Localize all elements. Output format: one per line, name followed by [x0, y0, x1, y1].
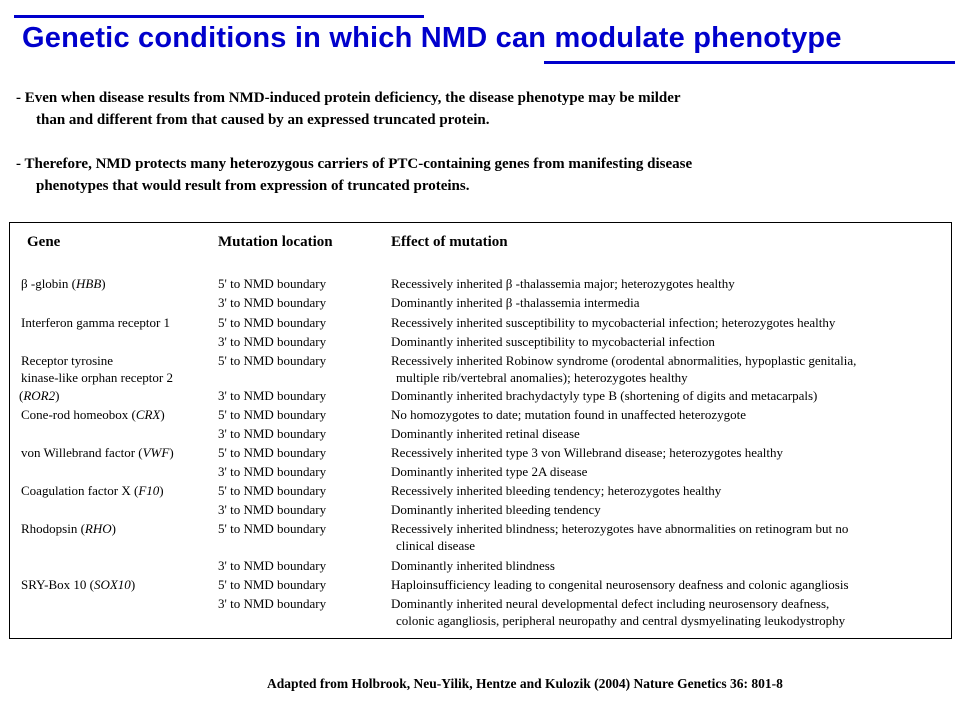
gene-name-line-2: kinase-like orphan receptor 2 — [21, 370, 173, 385]
effect-text: Dominantly inherited bleeding tendency — [391, 502, 601, 517]
mutation-location-cell: 5' to NMD boundary — [218, 445, 327, 460]
effect-text-line-2: colonic agangliosis, peripheral neuropathy and central dysmyelinating leukodystrophy — [396, 613, 846, 628]
gene-symbol: SOX10 — [93, 577, 131, 592]
effect-cell — [391, 463, 587, 480]
effect-text: Dominantly inherited type 2A disease — [391, 464, 588, 479]
gene-name-cell — [21, 520, 116, 537]
gene-name-cell — [21, 352, 173, 386]
bullet-1-line-1: - Even when disease results from NMD-induced protein deficiency, the disease phenotype may be milder — [16, 90, 681, 106]
effect-cell — [391, 294, 640, 311]
bullet-2-line-1: - Therefore, NMD protects many heterozygous carriers of PTC-containing genes from manifesting disease — [16, 156, 693, 172]
effect-cell — [391, 501, 601, 518]
effect-text: Dominantly inherited brachydactyly type B (shortening of digits and metacarpals) — [391, 388, 818, 403]
gene-name: ( — [19, 388, 24, 403]
gene-name-suffix: ) — [55, 388, 60, 403]
title-rule-top — [14, 15, 424, 18]
effect-text: Recessively inherited bleeding tendency; heterozygotes healthy — [391, 483, 722, 498]
gene-name-cell — [21, 576, 135, 593]
gene-symbol: ROR2 — [23, 388, 56, 403]
mutation-location-cell: 5' to NMD boundary — [218, 521, 327, 536]
effect-cell — [391, 444, 783, 461]
gene-name-suffix: ) — [160, 407, 165, 422]
gene-name-cell — [21, 444, 174, 461]
effect-cell — [391, 314, 835, 331]
mutation-location-cell: 5' to NMD boundary — [218, 577, 327, 592]
gene-name: Interferon gamma receptor 1 — [21, 315, 171, 330]
effect-text: Dominantly inherited neural developmental defect including neurosensory deafness, — [391, 596, 830, 611]
effect-text: Haploinsufficiency leading to congenital neurosensory deafness and colonic agangliosis — [391, 577, 849, 592]
gene-name-cell — [21, 275, 106, 292]
gene-name: Receptor tyrosine — [21, 353, 114, 368]
mutation-location-cell: 5' to NMD boundary — [218, 483, 327, 498]
bullet-1-line-2: than and different from that caused by an expressed truncated protein. — [36, 112, 490, 128]
effect-cell — [391, 406, 746, 423]
effect-cell — [391, 425, 580, 442]
effect-cell — [391, 557, 555, 574]
mutation-location-cell: 5' to NMD boundary — [218, 353, 327, 368]
effect-text: No homozygotes to date; mutation found in unaffected heterozygote — [391, 407, 746, 422]
page-title: Genetic conditions in which NMD can modulate phenotype — [22, 22, 842, 54]
gene-symbol: HBB — [76, 276, 102, 291]
gene-name-suffix: ) — [159, 483, 164, 498]
title-rule-bottom — [544, 61, 955, 64]
effect-text: Dominantly inherited retinal disease — [391, 426, 580, 441]
effect-text: Dominantly inherited susceptibility to mycobacterial infection — [391, 334, 715, 349]
header-gene: Gene — [27, 234, 61, 250]
mutation-location-cell: 5' to NMD boundary — [218, 407, 327, 422]
gene-name: Coagulation factor X ( — [21, 483, 139, 498]
gene-name: Rhodopsin ( — [21, 521, 85, 536]
effect-cell — [391, 482, 721, 499]
gene-name-cell — [21, 406, 165, 423]
gene-symbol: CRX — [135, 407, 161, 422]
gene-symbol: RHO — [84, 521, 112, 536]
mutation-location-cell: 3' to NMD boundary — [218, 388, 327, 403]
mutation-location-cell: 3' to NMD boundary — [218, 502, 327, 517]
effect-text: Dominantly inherited β -thalassemia intermedia — [391, 295, 640, 310]
gene-symbol: VWF — [142, 445, 170, 460]
gene-name: SRY-Box 10 ( — [21, 577, 94, 592]
mutation-location-cell: 5' to NMD boundary — [218, 315, 327, 330]
gene-name: von Willebrand factor ( — [21, 445, 143, 460]
effect-text: Dominantly inherited blindness — [391, 558, 555, 573]
effect-text-line-2: multiple rib/vertebral anomalies); heterozygotes healthy — [396, 370, 688, 385]
gene-name-suffix: ) — [101, 276, 106, 291]
mutation-location-cell: 3' to NMD boundary — [218, 426, 327, 441]
gene-name-suffix: ) — [111, 521, 116, 536]
effect-text: Recessively inherited β -thalassemia major; heterozygotes healthy — [391, 276, 735, 291]
effect-text: Recessively inherited Robinow syndrome (orodental abnormalities, hypoplastic genitalia, — [391, 353, 857, 368]
gene-name-cell — [21, 314, 170, 331]
header-mutation-location: Mutation location — [218, 234, 333, 250]
mutation-location-cell: 3' to NMD boundary — [218, 334, 327, 349]
mutation-location-cell: 3' to NMD boundary — [218, 558, 327, 573]
gene-name: Cone-rod homeobox ( — [21, 407, 136, 422]
mutation-location-cell: 3' to NMD boundary — [218, 596, 327, 611]
bullet-2-line-2: phenotypes that would result from expression of truncated proteins. — [36, 178, 470, 194]
effect-text: Recessively inherited blindness; heterozygotes have abnormalities on retinogram but no — [391, 521, 849, 536]
source-citation: Adapted from Holbrook, Neu-Yilik, Hentze and Kulozik (2004) Nature Genetics 36: 801-8 — [267, 676, 783, 691]
bullet-2 — [16, 153, 692, 197]
header-effect: Effect of mutation — [391, 234, 508, 250]
effect-cell — [391, 576, 849, 593]
effect-text: Recessively inherited susceptibility to mycobacterial infection; heterozygotes healthy — [391, 315, 836, 330]
effect-text-line-2: clinical disease — [396, 538, 476, 553]
effect-cell — [391, 520, 848, 554]
effect-cell — [391, 275, 735, 292]
gene-name-cell — [21, 482, 164, 499]
effect-cell — [391, 595, 845, 629]
effect-cell — [391, 352, 856, 386]
mutation-location-cell: 3' to NMD boundary — [218, 464, 327, 479]
gene-name: β -globin ( — [21, 276, 76, 291]
bullet-1 — [16, 87, 681, 131]
effect-cell — [391, 387, 817, 404]
gene-name-cell — [19, 387, 59, 404]
gene-name-suffix: ) — [169, 445, 174, 460]
gene-symbol: F10 — [138, 483, 160, 498]
effect-text: Recessively inherited type 3 von Willebrand disease; heterozygotes healthy — [391, 445, 784, 460]
mutation-location-cell: 5' to NMD boundary — [218, 276, 327, 291]
mutation-location-cell: 3' to NMD boundary — [218, 295, 327, 310]
effect-cell — [391, 333, 715, 350]
gene-name-suffix: ) — [130, 577, 136, 592]
